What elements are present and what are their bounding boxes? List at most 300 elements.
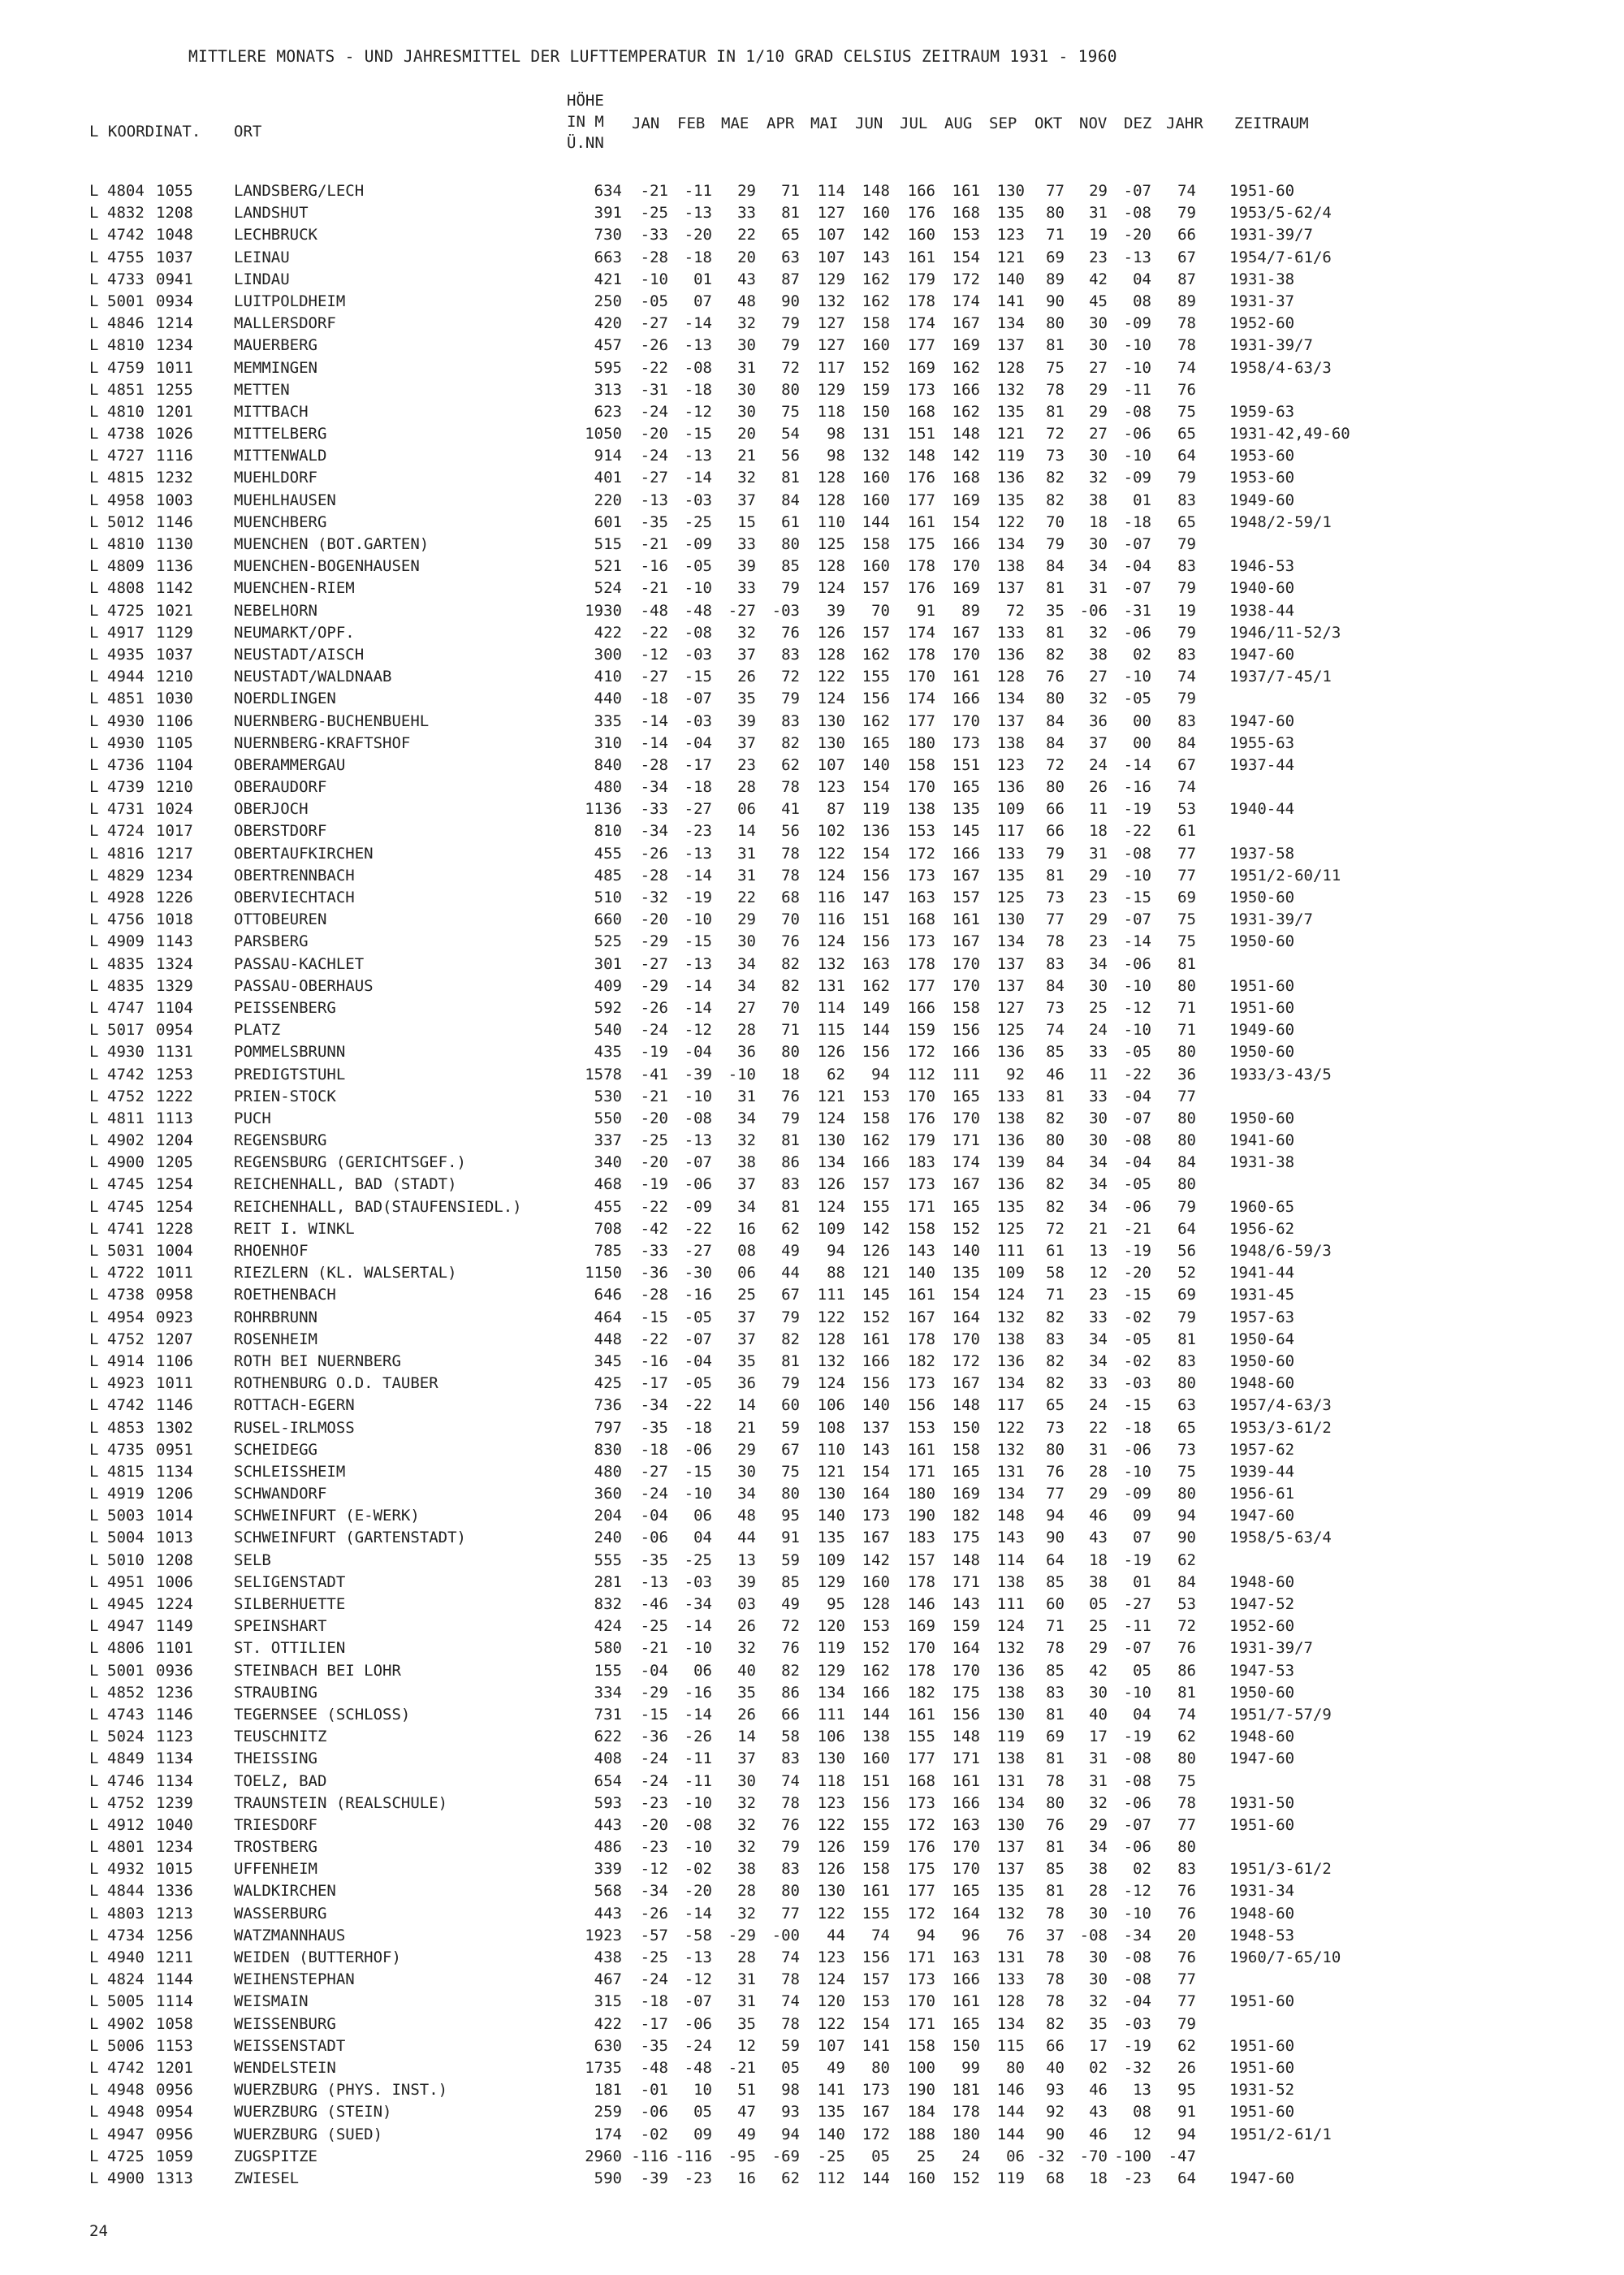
- cell-jan: -26: [640, 336, 668, 355]
- cell-mae: 35: [737, 2014, 756, 2033]
- table-row: [0, 1153, 1624, 1175]
- cell-feb: -10: [684, 579, 712, 598]
- cell-mae: 32: [737, 623, 756, 642]
- cell-jan: -13: [640, 1572, 668, 1591]
- cell-mai: 126: [817, 1175, 845, 1194]
- cell-jahr: 80: [1177, 1175, 1196, 1194]
- cell-hoehe: 410: [594, 668, 622, 686]
- cell-dez: -06: [1123, 1793, 1151, 1812]
- cell-sep: 128: [996, 1992, 1025, 2011]
- cell-lon: 1037: [156, 248, 193, 266]
- cell-jul: 183: [907, 1529, 935, 1547]
- cell-dez: -23: [1123, 2169, 1151, 2187]
- cell-jul: 180: [907, 733, 935, 752]
- cell-dez: -10: [1123, 1904, 1151, 1923]
- cell-jan: -12: [640, 645, 668, 664]
- cell-mai: 127: [817, 204, 845, 223]
- cell-lon: 1201: [156, 2058, 193, 2077]
- cell-feb: -14: [684, 976, 712, 995]
- cell-jul: 148: [907, 447, 935, 465]
- cell-dez: -10: [1123, 1683, 1151, 1702]
- cell-sep: 135: [996, 866, 1025, 884]
- cell-jun: 158: [862, 535, 890, 553]
- cell-lat: 4808: [107, 579, 145, 598]
- cell-jun: 160: [862, 336, 890, 355]
- cell-ort: REICHENHALL, BAD(STAUFENSIEDL.): [234, 1197, 522, 1216]
- cell-jahr: 86: [1177, 1661, 1196, 1680]
- cell-jahr: 79: [1177, 2014, 1196, 2033]
- cell-sep: 140: [996, 270, 1025, 288]
- cell-ort: WASSERBURG: [234, 1904, 327, 1923]
- cell-zeitraum: 1950-64: [1229, 1330, 1295, 1348]
- cell-sep: 134: [996, 690, 1025, 708]
- cell-zeitraum: 1953/3-61/2: [1229, 1418, 1332, 1437]
- cell-ort: MUENCHEN (BOT.GARTEN): [234, 535, 430, 553]
- cell-jan: -29: [640, 1683, 668, 1702]
- header-month-jan: JAN: [632, 115, 660, 132]
- cell-l: L: [89, 822, 99, 841]
- cell-mai: 123: [817, 778, 845, 797]
- cell-mae: 28: [737, 1882, 756, 1901]
- cell-feb: -18: [684, 1418, 712, 1437]
- cell-okt: 82: [1046, 1197, 1065, 1216]
- table-row: [0, 2059, 1624, 2081]
- cell-mai: 129: [817, 270, 845, 288]
- cell-jan: -41: [640, 1065, 668, 1083]
- cell-l: L: [89, 1418, 99, 1437]
- cell-apr: 49: [781, 1242, 800, 1260]
- cell-jun: 156: [862, 1948, 890, 1966]
- cell-lat: 4835: [107, 976, 145, 995]
- cell-apr: 60: [781, 1396, 800, 1415]
- cell-aug: 148: [952, 1551, 980, 1569]
- cell-jan: -24: [640, 402, 668, 421]
- cell-okt: 82: [1046, 469, 1065, 487]
- cell-lat: 4900: [107, 1153, 145, 1172]
- cell-zeitraum: 1951/2-61/1: [1229, 2125, 1332, 2143]
- cell-l: L: [89, 1131, 99, 1150]
- cell-ort: SILBERHUETTE: [234, 1595, 346, 1613]
- cell-jahr: 36: [1177, 1065, 1196, 1083]
- cell-okt: 90: [1046, 292, 1065, 310]
- cell-jahr: 26: [1177, 2058, 1196, 2077]
- cell-l: L: [89, 557, 99, 576]
- cell-hoehe: 785: [594, 1242, 622, 1260]
- cell-l: L: [89, 755, 99, 774]
- cell-lat: 5010: [107, 1551, 145, 1569]
- cell-jun: 94: [871, 1065, 890, 1083]
- cell-jun: 154: [862, 778, 890, 797]
- cell-nov: 46: [1089, 2081, 1108, 2100]
- cell-zeitraum: 1939-44: [1229, 1462, 1295, 1481]
- cell-lon: 1024: [156, 800, 193, 819]
- cell-feb: -10: [684, 1639, 712, 1658]
- cell-jun: 162: [862, 711, 890, 730]
- cell-ort: OBERVIECHTACH: [234, 889, 355, 906]
- cell-jul: 168: [907, 402, 935, 421]
- cell-l: L: [89, 866, 99, 884]
- cell-jan: -28: [640, 755, 668, 774]
- cell-apr: 81: [781, 1131, 800, 1150]
- cell-jul: 174: [907, 690, 935, 708]
- cell-sep: 132: [996, 1904, 1025, 1923]
- header-l-koordinat: L KOORDINAT.: [89, 123, 201, 141]
- cell-lon: 1018: [156, 910, 193, 929]
- table-row: [0, 1264, 1624, 1286]
- table-row: [0, 1441, 1624, 1463]
- cell-mae: 22: [737, 889, 756, 906]
- cell-zeitraum: 1958/5-63/4: [1229, 1529, 1332, 1547]
- table-row: [0, 535, 1624, 557]
- cell-zeitraum: 1941-60: [1229, 1131, 1295, 1150]
- cell-jahr: 81: [1177, 1683, 1196, 1702]
- cell-jahr: 90: [1177, 1529, 1196, 1547]
- cell-apr: 62: [781, 755, 800, 774]
- cell-dez: -06: [1123, 954, 1151, 973]
- cell-aug: 156: [952, 1705, 980, 1724]
- cell-nov: 33: [1089, 1043, 1108, 1062]
- cell-hoehe: 1050: [585, 425, 622, 443]
- cell-aug: 169: [952, 491, 980, 509]
- cell-jul: 184: [907, 2103, 935, 2121]
- cell-zeitraum: 1951-60: [1229, 976, 1295, 995]
- cell-mae: 39: [737, 557, 756, 576]
- cell-mae: 27: [737, 998, 756, 1017]
- cell-feb: -06: [684, 1440, 712, 1459]
- cell-mai: 131: [817, 976, 845, 995]
- cell-okt: 68: [1046, 2169, 1065, 2187]
- cell-feb: -07: [684, 1330, 712, 1348]
- cell-ort: NEUSTADT/AISCH: [234, 645, 365, 664]
- cell-mai: 124: [817, 1109, 845, 1127]
- cell-jan: -10: [640, 270, 668, 288]
- cell-lon: 0958: [156, 1286, 193, 1304]
- table-row: [0, 491, 1624, 513]
- table-row: [0, 889, 1624, 910]
- cell-jul: 167: [907, 1308, 935, 1326]
- cell-aug: 178: [952, 2103, 980, 2121]
- cell-jul: 178: [907, 645, 935, 664]
- cell-sep: 138: [996, 557, 1025, 576]
- cell-lat: 4752: [107, 1087, 145, 1105]
- table-row: [0, 1330, 1624, 1352]
- cell-okt: 83: [1046, 954, 1065, 973]
- cell-ort: NOERDLINGEN: [234, 690, 336, 708]
- cell-mai: 129: [817, 1661, 845, 1680]
- cell-jan: -48: [640, 2058, 668, 2077]
- cell-feb: -27: [684, 1242, 712, 1260]
- cell-nov: 30: [1089, 1131, 1108, 1150]
- cell-jan: -24: [640, 1970, 668, 1989]
- cell-sep: 136: [996, 1352, 1025, 1370]
- cell-mai: 126: [817, 623, 845, 642]
- cell-jahr: 83: [1177, 1352, 1196, 1370]
- cell-zeitraum: 1953-60: [1229, 447, 1295, 465]
- table-row: [0, 690, 1624, 711]
- cell-jun: 162: [862, 270, 890, 288]
- cell-ort: METTEN: [234, 380, 290, 399]
- cell-ort: NUERNBERG-BUCHENBUEHL: [234, 711, 430, 730]
- cell-lat: 4724: [107, 822, 145, 841]
- table-row: [0, 1948, 1624, 1970]
- table-row: [0, 2103, 1624, 2125]
- cell-apr: 84: [781, 491, 800, 509]
- cell-lon: 1048: [156, 226, 193, 244]
- cell-ort: MITTELBERG: [234, 425, 327, 443]
- cell-nov: 30: [1089, 1109, 1108, 1127]
- cell-mai: 132: [817, 1352, 845, 1370]
- cell-jul: 173: [907, 932, 935, 951]
- cell-l: L: [89, 1330, 99, 1348]
- cell-sep: 134: [996, 535, 1025, 553]
- cell-ort: LANDSHUT: [234, 204, 309, 223]
- cell-jahr: 77: [1177, 1992, 1196, 2011]
- cell-hoehe: 421: [594, 270, 622, 288]
- cell-dez: -03: [1123, 1374, 1151, 1393]
- table-row: [0, 1066, 1624, 1088]
- cell-ort: TEUSCHNITZ: [234, 1728, 327, 1746]
- cell-feb: -10: [684, 1485, 712, 1503]
- cell-feb: 07: [693, 292, 712, 310]
- cell-zeitraum: 1950-60: [1229, 889, 1295, 906]
- cell-apr: 78: [781, 1793, 800, 1812]
- cell-jun: 162: [862, 1661, 890, 1680]
- cell-jun: 172: [862, 2125, 890, 2143]
- cell-hoehe: 464: [594, 1308, 622, 1326]
- cell-lon: 1106: [156, 711, 193, 730]
- cell-apr: 44: [781, 1264, 800, 1282]
- cell-feb: -14: [684, 1904, 712, 1923]
- cell-ort: LECHBRUCK: [234, 226, 317, 244]
- cell-lat: 4804: [107, 182, 145, 200]
- cell-jahr: 94: [1177, 1507, 1196, 1525]
- cell-lon: 1256: [156, 1926, 193, 1944]
- cell-jan: -25: [640, 1617, 668, 1636]
- cell-apr: 80: [781, 1485, 800, 1503]
- cell-jun: 160: [862, 557, 890, 576]
- cell-feb: 09: [693, 2125, 712, 2143]
- cell-zeitraum: 1955-63: [1229, 733, 1295, 752]
- cell-l: L: [89, 2103, 99, 2121]
- cell-ort: MITTENWALD: [234, 447, 327, 465]
- cell-ort: PLATZ: [234, 1021, 281, 1040]
- cell-l: L: [89, 1087, 99, 1105]
- cell-mae: 26: [737, 668, 756, 686]
- cell-nov: 17: [1089, 2036, 1108, 2055]
- cell-dez: -20: [1123, 226, 1151, 244]
- cell-hoehe: 334: [594, 1683, 622, 1702]
- cell-jul: 171: [907, 1948, 935, 1966]
- table-row: [0, 270, 1624, 292]
- cell-lon: 1011: [156, 358, 193, 377]
- cell-lon: 1143: [156, 932, 193, 951]
- cell-jun: 142: [862, 1219, 890, 1238]
- cell-sep: 136: [996, 1661, 1025, 1680]
- cell-zeitraum: 1948-60: [1229, 1728, 1295, 1746]
- cell-sep: 72: [1006, 601, 1025, 620]
- cell-lon: 1226: [156, 889, 193, 906]
- cell-feb: -14: [684, 998, 712, 1017]
- cell-okt: 81: [1046, 866, 1065, 884]
- cell-feb: -23: [684, 822, 712, 841]
- cell-nov: 29: [1089, 1815, 1108, 1834]
- table-row: [0, 447, 1624, 469]
- cell-jun: 164: [862, 1485, 890, 1503]
- header-month-jun: JUN: [855, 115, 883, 132]
- cell-l: L: [89, 1396, 99, 1415]
- cell-dez: -08: [1123, 844, 1151, 863]
- cell-l: L: [89, 2147, 99, 2165]
- cell-lat: 4727: [107, 447, 145, 465]
- table-row: [0, 1043, 1624, 1065]
- cell-lon: 1101: [156, 1639, 193, 1658]
- cell-jan: -29: [640, 976, 668, 995]
- cell-jan: -15: [640, 1308, 668, 1326]
- cell-jan: -22: [640, 623, 668, 642]
- cell-sep: 135: [996, 402, 1025, 421]
- cell-okt: 72: [1046, 1219, 1065, 1238]
- cell-jul: 169: [907, 1617, 935, 1636]
- cell-jahr: 80: [1177, 976, 1196, 995]
- cell-jahr: 84: [1177, 1153, 1196, 1172]
- cell-feb: -10: [684, 1793, 712, 1812]
- cell-apr: 59: [781, 2036, 800, 2055]
- cell-lon: 1134: [156, 1771, 193, 1790]
- cell-nov: 32: [1089, 469, 1108, 487]
- cell-feb: -13: [684, 1131, 712, 1150]
- cell-mae: 38: [737, 1860, 756, 1879]
- cell-jun: 162: [862, 292, 890, 310]
- cell-lon: 1210: [156, 668, 193, 686]
- cell-okt: 89: [1046, 270, 1065, 288]
- table-row: [0, 977, 1624, 999]
- cell-feb: -14: [684, 1617, 712, 1636]
- cell-dez: -19: [1123, 2036, 1151, 2055]
- cell-jahr: 62: [1177, 2036, 1196, 2055]
- cell-jun: 162: [862, 645, 890, 664]
- cell-lat: 4919: [107, 1485, 145, 1503]
- cell-sep: 121: [996, 425, 1025, 443]
- cell-jun: 156: [862, 866, 890, 884]
- cell-mai: 134: [817, 1153, 845, 1172]
- cell-lat: 4849: [107, 1750, 145, 1768]
- cell-apr: 72: [781, 358, 800, 377]
- cell-ort: MUENCHEN-RIEM: [234, 579, 355, 598]
- cell-jul: 166: [907, 182, 935, 200]
- table-row: [0, 1970, 1624, 1992]
- cell-l: L: [89, 1153, 99, 1172]
- header-month-okt: OKT: [1034, 115, 1063, 132]
- cell-feb: -25: [684, 513, 712, 531]
- cell-lat: 4743: [107, 1705, 145, 1724]
- cell-ort: RUSEL-IRLMOSS: [234, 1418, 355, 1437]
- cell-aug: 89: [961, 601, 980, 620]
- cell-aug: 164: [952, 1639, 980, 1658]
- cell-mae: 23: [737, 755, 756, 774]
- cell-jul: 138: [907, 800, 935, 819]
- cell-jahr: 76: [1177, 1948, 1196, 1966]
- cell-jul: 176: [907, 469, 935, 487]
- cell-jan: -26: [640, 844, 668, 863]
- cell-mae: 16: [737, 2169, 756, 2187]
- cell-aug: 142: [952, 447, 980, 465]
- cell-jan: -20: [640, 1815, 668, 1834]
- cell-mae: 33: [737, 579, 756, 598]
- cell-jahr: 71: [1177, 998, 1196, 1017]
- cell-zeitraum: 1948/2-59/1: [1229, 513, 1332, 531]
- cell-lat: 4928: [107, 889, 145, 906]
- cell-l: L: [89, 535, 99, 553]
- cell-apr: 78: [781, 2014, 800, 2033]
- cell-apr: 85: [781, 557, 800, 576]
- cell-hoehe: 832: [594, 1595, 622, 1613]
- cell-jun: 132: [862, 447, 890, 465]
- cell-lon: 1153: [156, 2036, 193, 2055]
- cell-hoehe: 623: [594, 402, 622, 421]
- cell-jul: 161: [907, 1440, 935, 1459]
- cell-nov: 36: [1089, 711, 1108, 730]
- cell-lat: 4930: [107, 1043, 145, 1062]
- cell-lon: 1234: [156, 1838, 193, 1857]
- cell-jun: 144: [862, 1705, 890, 1724]
- cell-aug: 167: [952, 1175, 980, 1194]
- cell-lon: 1211: [156, 1948, 193, 1966]
- cell-nov: 28: [1089, 1462, 1108, 1481]
- cell-jul: 151: [907, 425, 935, 443]
- cell-okt: 75: [1046, 358, 1065, 377]
- cell-zeitraum: 1931-34: [1229, 1882, 1295, 1901]
- cell-jan: -26: [640, 998, 668, 1017]
- cell-jul: 173: [907, 1793, 935, 1812]
- cell-sep: 135: [996, 1882, 1025, 1901]
- cell-l: L: [89, 1970, 99, 1989]
- cell-l: L: [89, 1197, 99, 1216]
- cell-apr: 58: [781, 1728, 800, 1746]
- cell-zeitraum: 1956-61: [1229, 1485, 1295, 1503]
- cell-jul: 170: [907, 668, 935, 686]
- cell-mai: 109: [817, 1551, 845, 1569]
- cell-l: L: [89, 1462, 99, 1481]
- cell-jun: 80: [871, 2058, 890, 2077]
- cell-ort: PRIEN-STOCK: [234, 1087, 336, 1105]
- cell-jun: 153: [862, 1617, 890, 1636]
- table-row: [0, 2037, 1624, 2059]
- cell-lat: 4917: [107, 623, 145, 642]
- cell-lat: 4810: [107, 535, 145, 553]
- cell-mae: 21: [737, 447, 756, 465]
- cell-mae: 38: [737, 1153, 756, 1172]
- cell-okt: 93: [1046, 2081, 1065, 2100]
- cell-lat: 4745: [107, 1197, 145, 1216]
- cell-dez: -10: [1123, 336, 1151, 355]
- cell-feb: -39: [684, 1065, 712, 1083]
- cell-jan: -17: [640, 1374, 668, 1393]
- cell-lon: 0954: [156, 1021, 193, 1040]
- cell-apr: 75: [781, 402, 800, 421]
- cell-jun: 70: [871, 601, 890, 620]
- cell-zeitraum: 1937-44: [1229, 755, 1295, 774]
- cell-jahr: 81: [1177, 1330, 1196, 1348]
- cell-dez: -15: [1123, 1286, 1151, 1304]
- cell-mae: 37: [737, 1750, 756, 1768]
- cell-nov: 02: [1089, 2058, 1108, 2077]
- cell-jun: 154: [862, 1462, 890, 1481]
- cell-apr: 82: [781, 954, 800, 973]
- table-row: [0, 1794, 1624, 1816]
- cell-mai: 128: [817, 469, 845, 487]
- cell-lon: 1313: [156, 2169, 193, 2187]
- cell-nov: 23: [1089, 248, 1108, 266]
